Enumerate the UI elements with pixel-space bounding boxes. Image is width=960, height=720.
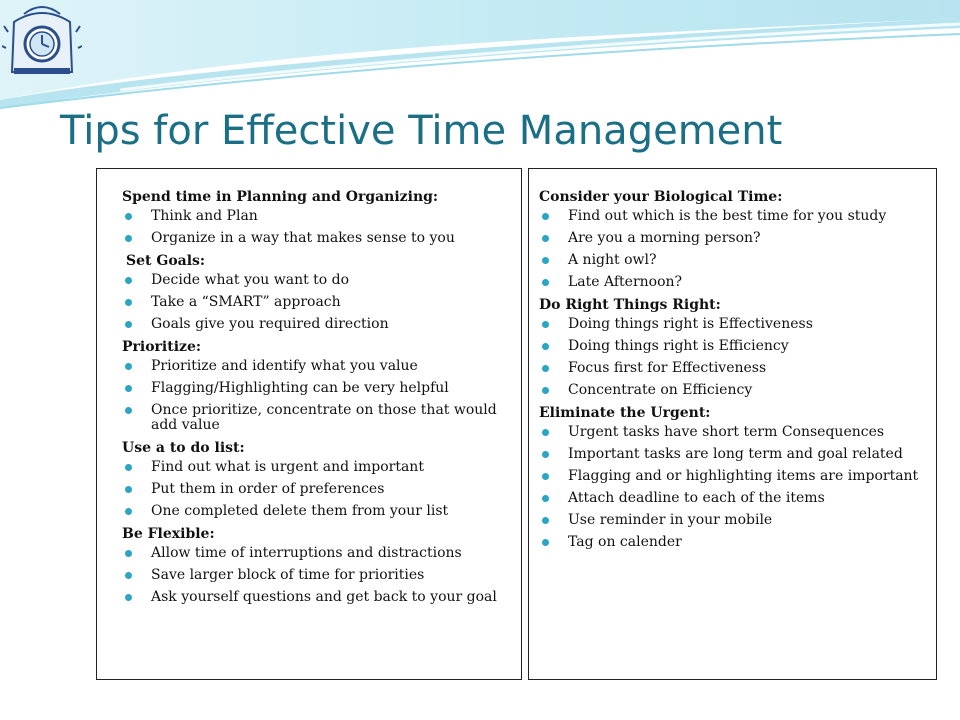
bullet-item: Focus first for Effectiveness [539, 361, 924, 376]
bullet-item: Ask yourself questions and get back to your goal [122, 590, 509, 605]
bullet-item: Once prioritize, concentrate on those that would add value [122, 403, 509, 433]
bullet-item: Doing things right is Effectiveness [539, 317, 924, 332]
bullet-list [122, 273, 509, 332]
tip-section [539, 405, 924, 550]
bullet-list [122, 209, 509, 246]
section-heading: Be Flexible: [122, 526, 215, 542]
section-heading: Set Goals: [126, 253, 206, 269]
section-heading: Use a to do list: [122, 440, 245, 456]
page-title: Tips for Effective Time Management [60, 108, 783, 154]
bullet-list [122, 359, 509, 433]
tip-section [122, 440, 509, 519]
bullet-item: Urgent tasks have short term Consequences [539, 425, 924, 440]
bullet-item: Flagging and or highlighting items are important [539, 469, 924, 484]
bullet-item: Organize in a way that makes sense to you [122, 231, 509, 246]
bullet-item: Prioritize and identify what you value [122, 359, 509, 374]
bullet-item: Flagging/Highlighting can be very helpful [122, 381, 509, 396]
bullet-item: Find out which is the best time for you study [539, 209, 924, 224]
bullet-item: Put them in order of preferences [122, 482, 509, 497]
bullet-item: Find out what is urgent and important [122, 460, 509, 475]
bullet-list [539, 317, 924, 398]
left-tips-panel [96, 168, 522, 680]
tip-section [122, 526, 509, 605]
bullet-item: Decide what you want to do [122, 273, 509, 288]
tip-section [122, 253, 509, 332]
tip-section [539, 189, 924, 290]
right-tips-panel [528, 168, 937, 680]
bullet-item: Doing things right is Efficiency [539, 339, 924, 354]
bullet-item: Concentrate on Efficiency [539, 383, 924, 398]
bullet-item: Late Afternoon? [539, 275, 924, 290]
tip-section [539, 297, 924, 398]
section-heading: Eliminate the Urgent: [539, 405, 711, 421]
bullet-item: Attach deadline to each of the items [539, 491, 924, 506]
bullet-item: Think and Plan [122, 209, 509, 224]
bullet-item: Important tasks are long term and goal related [539, 447, 924, 462]
clock-icon [2, 2, 82, 80]
bullet-item: Use reminder in your mobile [539, 513, 924, 528]
bullet-item: Are you a morning person? [539, 231, 924, 246]
bullet-list [122, 546, 509, 605]
section-heading: Consider your Biological Time: [539, 189, 783, 205]
bullet-item: Tag on calender [539, 535, 924, 550]
bullet-item: One completed delete them from your list [122, 504, 509, 519]
bullet-list [539, 209, 924, 290]
bullet-item: A night owl? [539, 253, 924, 268]
tip-section [122, 339, 509, 433]
bullet-list [539, 425, 924, 550]
section-heading: Spend time in Planning and Organizing: [122, 189, 439, 205]
bullet-item: Allow time of interruptions and distractions [122, 546, 509, 561]
header-wave-decoration [0, 0, 960, 120]
bullet-list [122, 460, 509, 519]
bullet-item: Goals give you required direction [122, 317, 509, 332]
bullet-item: Save larger block of time for priorities [122, 568, 509, 583]
bullet-item: Take a “SMART” approach [122, 295, 509, 310]
tip-section [122, 189, 509, 246]
section-heading: Do Right Things Right: [539, 297, 721, 313]
section-heading: Prioritize: [122, 339, 202, 355]
